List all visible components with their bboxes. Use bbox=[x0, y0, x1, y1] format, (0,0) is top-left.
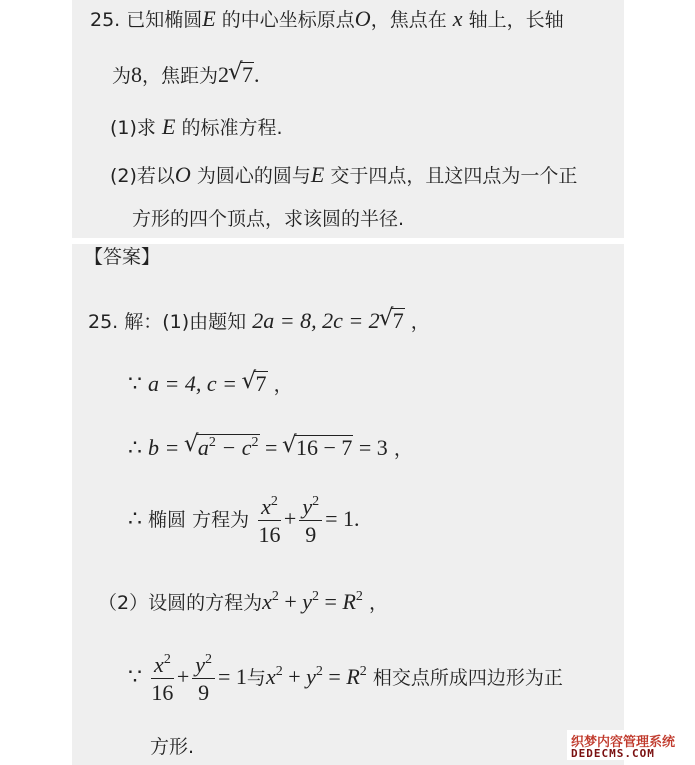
sqrt-7: √ 7 bbox=[229, 62, 254, 86]
solution-step-2: ∵ a = 4, c = √ 7 ， bbox=[128, 371, 293, 395]
question-number: 25. bbox=[90, 9, 121, 31]
solution-step-4: ∴ 椭圆 方程为 $\frac{x^2}{16}$ + $\frac{y^2}{9}$ = 1. bbox=[128, 494, 360, 547]
solution-step-1: 25. 解：(1)由题知 2a = 8, 2c = 2√ 7 ， bbox=[88, 308, 430, 332]
question-part-2-cont: 方形的四个顶点，求该圆的半径. bbox=[132, 208, 405, 230]
question-part-2: (2)若以O 为圆心的圆与E 交于四点，且这四点为一个正 bbox=[110, 162, 578, 187]
fraction-y2-9: $\frac{y^2}{9}$ bbox=[299, 495, 322, 546]
fraction-x2-16-b: $\frac{x^2}{16}$ bbox=[151, 652, 174, 705]
question-line-1: 25. 已知椭圆E 的中心坐标原点O，焦点在 x 轴上，长轴 bbox=[90, 6, 564, 31]
solution-part-2: （2）设圆的方程为$x^2 + y^2 = R^2$ ， bbox=[98, 589, 388, 614]
answer-header: 【答案】 bbox=[84, 246, 161, 268]
question-part-1: (1)求 E 的标准方程. bbox=[110, 114, 283, 139]
fraction-x2-16: $\frac{x^2}{16}$ bbox=[258, 494, 281, 547]
watermark: 织梦内容管理系统 DEDECMS.COM bbox=[567, 730, 689, 760]
solution-step-6-cont: 方形. bbox=[150, 736, 195, 758]
fraction-y2-9-b: $\frac{y^2}{9}$ bbox=[192, 653, 215, 704]
solution-step-3: ∴ b = √ $a^2 - c^2$ = √ 16 − 7 = 3 ， bbox=[128, 434, 413, 459]
question-line-2: 为8，焦距为2√ 7. bbox=[112, 62, 260, 86]
solution-step-6: ∵ $\frac{x^2}{16}$ + $\frac{y^2}{9}$ = 1与$x^2 + y^2 = R^2$ 相交点所成四边形为正 bbox=[128, 652, 563, 705]
